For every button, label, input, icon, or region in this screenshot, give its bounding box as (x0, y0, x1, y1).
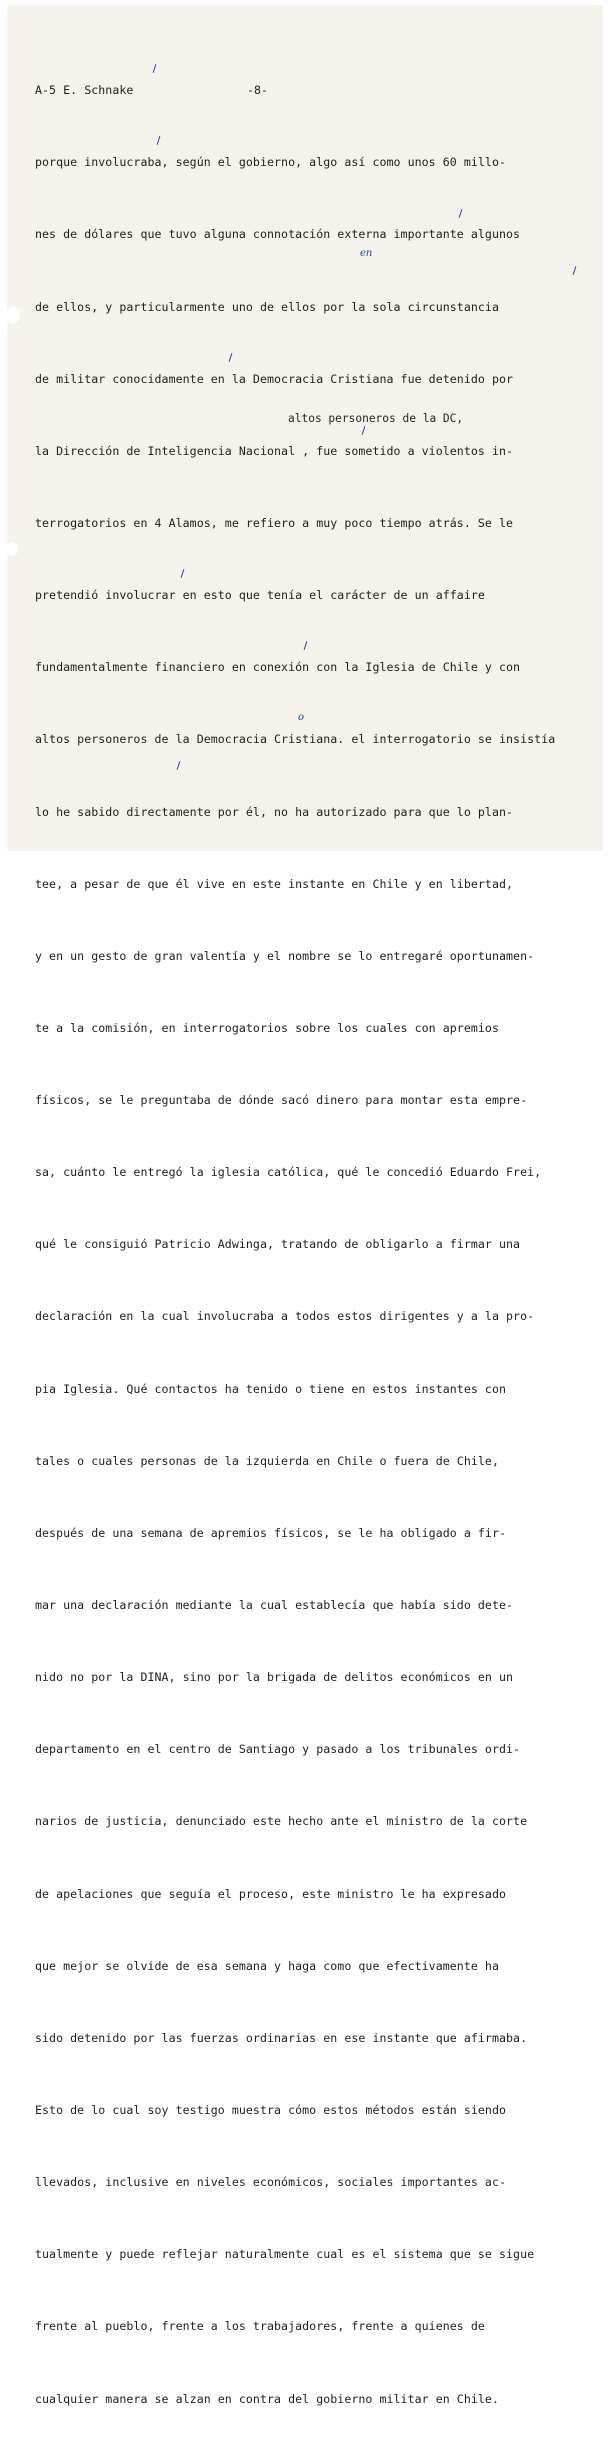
handwritten-correction: o (298, 712, 305, 723)
punch-hole-bottom (6, 542, 18, 556)
page-number: -8- (247, 83, 269, 98)
text-line: nido no por la DINA, sino por la brigada de delitos económicos en un (35, 1670, 514, 1685)
text-line: Esto de lo cual soy testigo muestra cómo estos métodos están siendo (35, 2103, 507, 2118)
text-line: fundamentalmente financiero en conexión con la Iglesia de Chile y con (35, 660, 521, 675)
page-header (35, 78, 584, 102)
text-line: porque involucraba, según el gobierno, algo así como unos 60 millo- (35, 155, 507, 170)
text-line: terrogatorios en 4 Alamos, me refiero a muy poco tiempo atrás. Se le (35, 515, 514, 530)
text-line: físicos, se le preguntaba de dónde sacó dinero para montar esta empre- (35, 1093, 528, 1108)
text-line: de militar conocidamente en la Democracia Cristiana fue detenido por (35, 371, 514, 386)
text-line: nes de dólares que tuvo alguna connotación externa importante algunos (35, 227, 521, 242)
text-line: departamento en el centro de Santiago y pasado a los tribunales ordi- (35, 1742, 521, 1757)
typed-insertion: altos personeros de la DC, (288, 412, 464, 425)
text-line: mar una declaración mediante la cual establecía que había sido dete- (35, 1598, 514, 1613)
text-line: que mejor se olvide de esa semana y haga como que efectivamente ha (35, 1958, 499, 1973)
text-line: y en un gesto de gran valentía y el nombre se lo entregaré oportunamen- (35, 948, 535, 963)
text-line: pretendió involucrar en esto que tenía el carácter de un affaire (35, 588, 485, 603)
typewritten-text (35, 30, 584, 2459)
document-reference: A-5 E. Schnake (35, 83, 134, 98)
text-line: declaración en la cual involucraba a todos estos dirigentes y a la pro- (35, 1309, 535, 1324)
text-line: tee, a pesar de que él vive en este instante en Chile y en libertad, (35, 876, 514, 891)
text-line: narios de justicia, denunciado este hecho ante el ministro de la corte (35, 1814, 528, 1829)
text-line: te a la comisión, en interrogatorios sobre los cuales con apremios (35, 1020, 499, 1035)
text-line: frente al pueblo, frente a los trabajadores, frente a quienes de (35, 2319, 485, 2334)
text-line: tales o cuales personas de la izquierda en Chile o fuera de Chile, (35, 1453, 499, 1468)
handwritten-correction: en (360, 248, 373, 259)
text-line: lo he sabido directamente por él, no ha autorizado para que lo plan- (35, 804, 514, 819)
text-line: llevados, inclusive en niveles económicos, sociales importantes ac- (35, 2175, 507, 2190)
text-line: sa, cuánto le entregó la iglesia católica, qué le concedió Eduardo Frei, (35, 1165, 542, 1180)
text-line: altos personeros de la Democracia Cristiana. el interrogatorio se insistía (35, 732, 556, 747)
text-line: cualquier manera se alzan en contra del gobierno militar en Chile. (35, 2391, 499, 2406)
text-line: qué le consiguió Patricio Adwinga, tratando de obligarlo a firmar una (35, 1237, 521, 1252)
document-page (8, 6, 602, 2406)
text-line: de apelaciones que seguía el proceso, este ministro le ha expresado (35, 1886, 507, 1901)
text-line: pia Iglesia. Qué contactos ha tenido o tiene en estos instantes con (35, 1381, 507, 1396)
text-line: sido detenido por las fuerzas ordinarias en ese instante que afirmaba. (35, 2030, 528, 2045)
text-line: tualmente y puede reflejar naturalmente cual es el sistema que se sigue (35, 2247, 535, 2262)
punch-hole-top (6, 306, 20, 324)
text-line: la Dirección de Inteligencia Nacional , fue sometido a violentos in- (35, 443, 514, 458)
text-line: de ellos, y particularmente uno de ellos por la sola circunstancia (35, 299, 499, 314)
text-line: después de una semana de apremios físicos, se le ha obligado a fir- (35, 1525, 507, 1540)
